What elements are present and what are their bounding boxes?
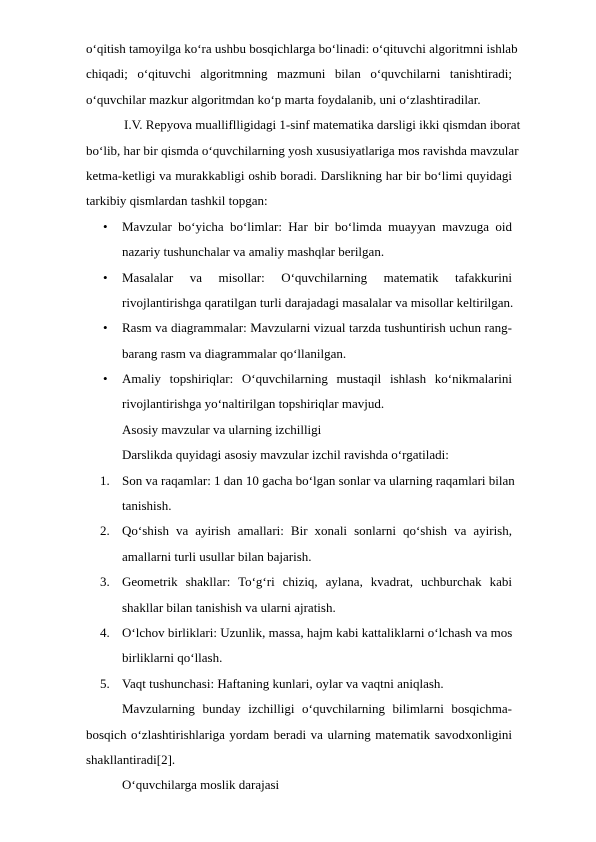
text-line: birliklarni qo‘llash. — [122, 650, 223, 666]
document-body — [86, 36, 521, 798]
text-line: Geometrik shakllar: To‘g‘ri chiziq, aylana, kvadrat, uchburchak kabi — [122, 574, 512, 590]
section-subheading: Asosiy mavzular va ularning izchilligi — [122, 421, 322, 437]
bullet-item — [86, 214, 512, 265]
bullet-item — [86, 265, 512, 316]
text-line: ketma-ketligi va murakkabligi oshib boradi. Darslikning har bir bo‘limi quyidagi — [86, 167, 512, 183]
bullet-marker: • — [103, 269, 108, 285]
bullet-item — [86, 315, 512, 366]
section-intro-line: Darslikda quyidagi asosiy mavzular izchil ravishda o‘rgatiladi: — [122, 447, 449, 463]
text-line: O‘lchov birliklari: Uzunlik, massa, hajm kabi kattaliklarni o‘lchash va mos — [122, 624, 513, 640]
text-line: Vaqt tushunchasi: Haftaning kunlari, oylar va vaqtni aniqlash. — [122, 675, 444, 691]
numbered-item — [86, 518, 512, 569]
numbered-item — [86, 569, 512, 620]
bullet-marker: • — [103, 218, 108, 234]
text-line: Mavzularning bunday izchilligi o‘quvchilarning bilimlarni bosqichma- — [122, 701, 512, 717]
section-subheading: O‘quvchilarga moslik darajasi — [122, 777, 280, 793]
text-line: rivojlantirishga yo‘naltirilgan topshiriqlar mavjud. — [122, 396, 385, 412]
text-line: rivojlantirishga qaratilgan turli darajadagi masalalar va misollar keltirilgan. — [122, 294, 514, 310]
text-line: tarkibiy qismlardan tashkil topgan: — [86, 193, 268, 209]
item-number: 4. — [100, 624, 110, 640]
item-number: 5. — [100, 675, 110, 691]
textbook-structure-paragraph — [86, 112, 521, 214]
conclusion-paragraph — [86, 696, 512, 772]
intro-paragraph — [86, 36, 518, 112]
text-line: tanishish. — [122, 498, 172, 514]
text-line: bosqich o‘zlashtirishlariga yordam beradi va ularning matematik savodxonligini — [86, 726, 512, 742]
text-line: o‘qitish tamoyilga ko‘ra ushbu bosqichlarga bo‘linadi: o‘qituvchi algoritmni ishlab — [86, 41, 518, 56]
text-line: Amaliy topshiriqlar: O‘quvchilarning mustaqil ishlash ko‘nikmalarini — [122, 371, 512, 387]
text-line: Qo‘shish va ayirish amallari: Bir xonali sonlarni qo‘shish va ayirish, — [122, 523, 512, 539]
item-number: 3. — [100, 574, 110, 590]
text-line: shakllantiradi[2]. — [86, 751, 176, 767]
numbered-item — [86, 671, 512, 696]
text-line: barang rasm va diagrammalar qo‘llanilgan. — [122, 345, 347, 361]
text-line: amallarni turli usullar bilan bajarish. — [122, 548, 312, 564]
item-number: 2. — [100, 523, 110, 539]
numbered-item — [86, 620, 512, 671]
text-line: shakllar bilan tanishish va ularni ajratish. — [122, 599, 336, 615]
text-line: chiqadi; o‘qituvchi algoritmning mazmuni bilan o‘quvchilarni tanishtiradi; — [86, 66, 512, 82]
bullet-item — [86, 366, 512, 417]
text-line: Mavzular bo‘yicha bo‘limlar: Har bir bo‘limda muayyan mavzuga oid — [122, 218, 512, 234]
bullet-marker: • — [103, 320, 108, 336]
bullet-list — [86, 214, 512, 417]
bullet-marker: • — [103, 371, 108, 387]
text-line: o‘quvchilar mazkur algoritmdan ko‘p marta foydalanib, uni o‘zlashtiradilar. — [86, 91, 481, 107]
text-line: nazariy tushunchalar va amaliy mashqlar berilgan. — [122, 244, 385, 260]
numbered-item — [86, 468, 515, 519]
text-line: bo‘lib, har bir qismda o‘quvchilarning yosh xususiyatlariga mos ravishda mavzular — [86, 142, 519, 158]
text-line: Masalalar va misollar: O‘quvchilarning matematik tafakkurini — [122, 269, 512, 285]
text-line: Son va raqamlar: 1 dan 10 gacha bo‘lgan sonlar va ularning raqamlari bilan — [122, 472, 515, 488]
text-line: Rasm va diagrammalar: Mavzularni vizual tarzda tushuntirish uchun rang- — [122, 320, 512, 336]
text-line: I.V. Repyova mualliflligidagi 1-sinf matematika darsligi ikki qismdan iborat — [124, 117, 521, 133]
numbered-list — [86, 468, 515, 697]
item-number: 1. — [100, 472, 110, 488]
